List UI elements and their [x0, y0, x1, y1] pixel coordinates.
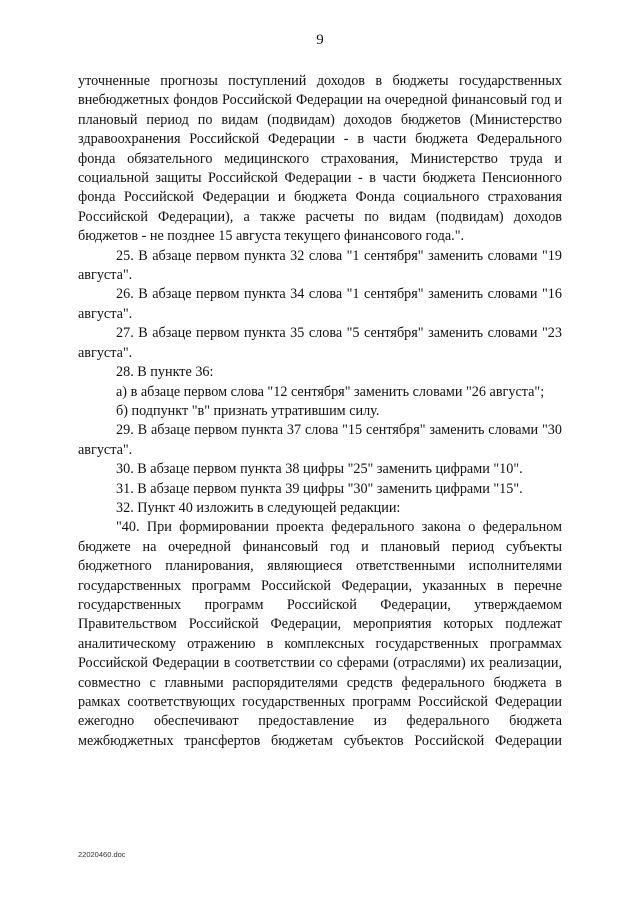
paragraph-item-31: 31. В абзаце первом пункта 39 цифры "30" заменить цифрами "15". [116, 480, 523, 497]
paragraph-continuation: уточненные прогнозы поступлений доходов в бюджеты государственных внебюджетных фондов Российской Федерации на очередной финансовый год и плановый период по видам (подвидам) доходов бюджетов (Министерство здравоохранения Российской Федерации - в части бюджета Федерального фонда обязательного медицинского страхования, Министерство труда и социальной защиты Российской Федерации - в части бюджета Пенсионного фонда Российской Федерации и бюджета Фонда социального страхования Российской Федерации), а также расчеты по видам (подвидам) доходов бюджетов - не позднее 15 августа текущего финансового года.". [78, 73, 562, 245]
document-body [78, 72, 562, 751]
paragraph-item-26: 26. В абзаце первом пункта 34 слова "1 сентября" заменить словами "16 августа". [78, 286, 562, 322]
paragraph-item-32: 32. Пункт 40 изложить в следующей редакции: [116, 499, 401, 516]
paragraph-item-30: 30. В абзаце первом пункта 38 цифры "25" заменить цифрами "10". [116, 461, 523, 478]
file-name-footer: 22020460.doc [78, 850, 126, 859]
paragraph-item-40-quote: "40. При формировании проекта федерального закона о федеральном бюджете на очередной финансовый год и плановый период субъекты бюджетного планирования, являющиеся ответственными исполнителями государственных программ Российской Федерации, указанных в перечне государственных программ Российской Федерации, утверждаемом Правительством Российской Федерации, мероприятия которых подлежат аналитическому отражению в комплексных государственных программах Российской Федерации в соответствии со сферами (отраслями) их реализации, совместно с главными распорядителями средств федерального бюджета в рамках соответствующих государственных программ Российской Федерации ежегодно обеспечивают предоставление из федерального бюджета межбюджетных трансфертов бюджетам субъектов Российской Федерации [78, 519, 562, 749]
paragraph-item-25: 25. В абзаце первом пункта 32 слова "1 сентября" заменить словами "19 августа". [78, 247, 562, 284]
paragraph-item-28: 28. В пункте 36: [116, 364, 214, 381]
paragraph-item-28-b: б) подпункт "в" признать утратившим силу. [116, 402, 380, 419]
paragraph-item-27: 27. В абзаце первом пункта 35 слова "5 сентября" заменить словами "23 августа". [78, 325, 562, 361]
page-number: 9 [316, 32, 324, 48]
paragraph-item-29: 29. В абзаце первом пункта 37 слова "15 сентября" заменить словами "30 августа". [78, 422, 562, 458]
paragraph-item-28-a: а) в абзаце первом слова "12 сентября" заменить словами "26 августа"; [116, 383, 545, 400]
